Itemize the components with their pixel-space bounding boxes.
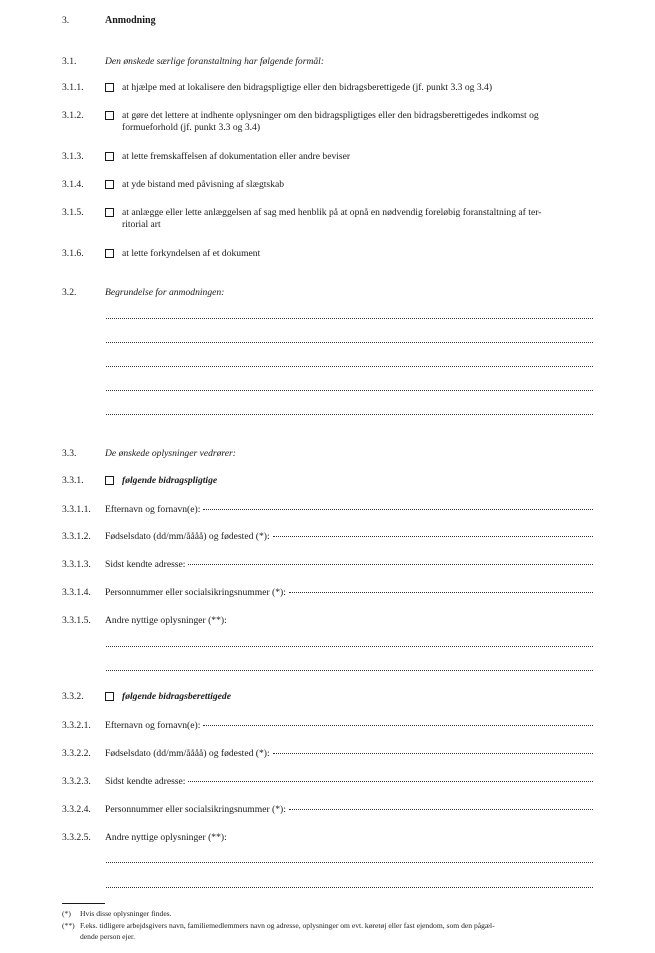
s313-checkbox[interactable] (105, 152, 114, 161)
s331-number: 3.3.1. (62, 475, 84, 486)
field-number: 3.3.1.1. (62, 504, 91, 515)
s314-checkbox[interactable] (105, 180, 114, 189)
field-number: 3.3.2.2. (62, 748, 91, 759)
debtor-name-row (62, 504, 593, 516)
field-number: 3.3.1.2. (62, 531, 91, 542)
creditor-label: følgende bidragsberettigede (122, 691, 231, 702)
debtor-birth-input[interactable] (273, 536, 593, 537)
s313-number: 3.1.3. (62, 151, 84, 162)
s332-number: 3.3.2. (62, 691, 84, 702)
s314-number: 3.1.4. (62, 179, 84, 190)
footnote-2-mark: (**) (62, 921, 75, 930)
field-label: Andre nyttige oplysninger (**): (105, 615, 227, 626)
debtor-checkbox[interactable] (105, 476, 114, 485)
footnote-1-text: Hvis disse oplysninger findes. (80, 909, 172, 918)
creditor-birth-row (62, 748, 593, 760)
field-label: Efternavn og fornavn(e): (105, 504, 201, 515)
field-label: Personnummer eller socialsikringsnummer (*): (105, 587, 286, 598)
s311-number: 3.1.1. (62, 82, 84, 93)
creditor-other-row (62, 832, 227, 844)
s32-number: 3.2. (62, 287, 77, 298)
section-number: 3. (62, 15, 70, 26)
footnote-1-mark: (*) (62, 909, 71, 918)
field-number: 3.3.2.5. (62, 832, 91, 843)
creditor-other-line-1[interactable] (106, 862, 593, 863)
field-number: 3.3.2.4. (62, 804, 91, 815)
footnote-2-text-line2: dende person ejer. (80, 932, 136, 941)
creditor-name-input[interactable] (203, 725, 593, 726)
s33-heading: De ønskede oplysninger vedrører: (105, 448, 236, 459)
creditor-idnumber-input[interactable] (289, 809, 593, 810)
field-number: 3.3.2.1. (62, 720, 91, 731)
creditor-birth-input[interactable] (273, 753, 593, 754)
creditor-idnumber-row (62, 804, 593, 816)
reason-line-2[interactable] (106, 342, 593, 343)
field-number: 3.3.2.3. (62, 776, 91, 787)
debtor-idnumber-input[interactable] (289, 592, 593, 593)
s311-checkbox[interactable] (105, 83, 114, 92)
s315-text: at anlægge eller lette anlæggelsen af sag med henblik på at opnå en nødvendig foreløbig foranstaltning af ter- (122, 207, 542, 218)
s31-heading: Den ønskede særlige foranstaltning har følgende formål: (105, 56, 325, 67)
field-label: Efternavn og fornavn(e): (105, 720, 201, 731)
debtor-address-row (62, 559, 593, 571)
footnote-2-text: F.eks. tidligere arbejdsgivers navn, familiemedlemmers navn og adresse, oplysninger om evt. køretøj eller fast ejendom, som den pågæl- (80, 921, 495, 930)
debtor-name-input[interactable] (203, 509, 593, 510)
creditor-other-line-2[interactable] (106, 887, 593, 888)
field-label: Sidst kendte adresse: (105, 559, 186, 570)
debtor-other-line-2[interactable] (106, 670, 593, 671)
s316-number: 3.1.6. (62, 248, 84, 259)
field-label: Fødselsdato (dd/mm/åååå) og fødested (*): (105, 531, 270, 542)
field-number: 3.3.1.4. (62, 587, 91, 598)
s315-text-line2: ritorial art (122, 219, 161, 230)
s31-number: 3.1. (62, 56, 77, 67)
creditor-checkbox[interactable] (105, 692, 114, 701)
s312-text-line2: formueforhold (jf. punkt 3.3 og 3.4) (122, 122, 261, 133)
reason-line-4[interactable] (106, 390, 593, 391)
field-label: Sidst kendte adresse: (105, 776, 186, 787)
creditor-address-input[interactable] (188, 781, 593, 782)
debtor-birth-row (62, 531, 593, 543)
s316-text: at lette forkyndelsen af et dokument (122, 248, 261, 259)
s311-text: at hjælpe med at lokalisere den bidragspligtige eller den bidragsberettigede (jf. punkt 3.3 og 3.4) (122, 82, 493, 93)
field-label: Andre nyttige oplysninger (**): (105, 832, 227, 843)
creditor-name-row (62, 720, 593, 732)
s312-checkbox[interactable] (105, 111, 114, 120)
s312-text: at gøre det lettere at indhente oplysninger om den bidragspligtiges eller den bidragsberettigedes indkomst og (122, 110, 539, 121)
field-number: 3.3.1.3. (62, 559, 91, 570)
s315-number: 3.1.5. (62, 207, 84, 218)
debtor-other-line-1[interactable] (106, 646, 593, 647)
debtor-address-input[interactable] (188, 564, 593, 565)
s314-text: at yde bistand med påvisning af slægtskab (122, 179, 285, 190)
creditor-address-row (62, 776, 593, 788)
section-title: Anmodning (105, 15, 156, 26)
field-number: 3.3.1.5. (62, 615, 91, 626)
reason-line-5[interactable] (106, 414, 593, 415)
reason-line-3[interactable] (106, 366, 593, 367)
reason-line-1[interactable] (106, 318, 593, 319)
debtor-other-row (62, 615, 227, 627)
debtor-label: følgende bidragspligtige (122, 475, 218, 486)
s313-text: at lette fremskaffelsen af dokumentation eller andre beviser (122, 151, 351, 162)
s32-heading: Begrundelse for anmodningen: (105, 287, 225, 298)
s316-checkbox[interactable] (105, 249, 114, 258)
debtor-idnumber-row (62, 587, 593, 599)
footnote-rule (62, 903, 105, 904)
s33-number: 3.3. (62, 448, 77, 459)
field-label: Personnummer eller socialsikringsnummer (*): (105, 804, 286, 815)
field-label: Fødselsdato (dd/mm/åååå) og fødested (*): (105, 748, 270, 759)
s312-number: 3.1.2. (62, 110, 84, 121)
s315-checkbox[interactable] (105, 208, 114, 217)
